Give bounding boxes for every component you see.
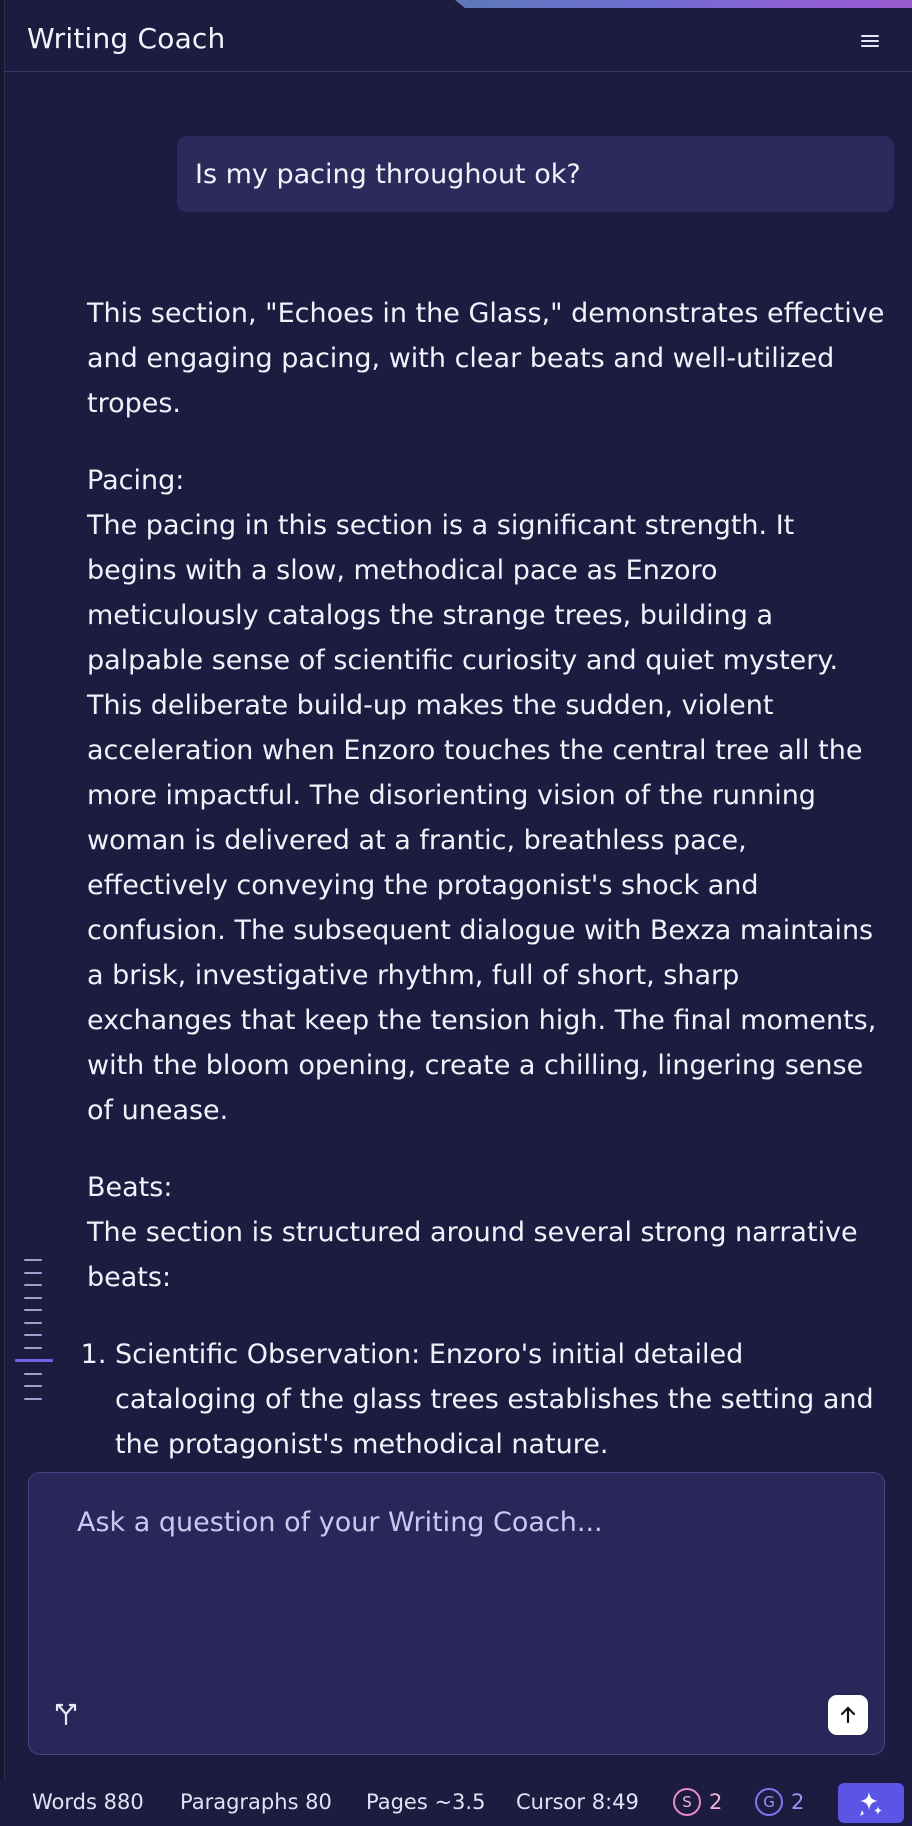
hamburger-menu-icon <box>861 32 879 50</box>
paragraph-count: Paragraphs 80 <box>180 1790 332 1814</box>
ai-assist-button[interactable] <box>838 1783 904 1823</box>
send-button[interactable] <box>828 1695 868 1735</box>
scroll-mark[interactable] <box>24 1373 42 1375</box>
spelling-icon: S <box>673 1788 701 1816</box>
beats-section <box>87 1165 887 1300</box>
list-item: 1. Scientific Observation: Enzoro's initial detailed cataloging of the glass trees establishes the setting and the protagonist's methodical nature. <box>115 1332 887 1467</box>
spelling-badge[interactable] <box>673 1788 722 1816</box>
grammar-badge[interactable] <box>755 1788 804 1816</box>
chat-scroll-area[interactable] <box>5 73 912 1460</box>
scroll-mark[interactable] <box>24 1259 42 1261</box>
scroll-mark[interactable] <box>24 1272 42 1274</box>
beats-heading: Beats: <box>87 1172 173 1203</box>
scroll-mark[interactable] <box>24 1347 42 1349</box>
message-scroll-navigator[interactable] <box>15 1259 53 1410</box>
word-count: Words 880 <box>32 1790 144 1814</box>
pacing-heading: Pacing: <box>87 465 185 496</box>
scroll-mark[interactable] <box>24 1398 42 1400</box>
scroll-mark[interactable] <box>24 1385 42 1387</box>
scroll-mark[interactable] <box>24 1322 42 1324</box>
assistant-message <box>87 291 887 1512</box>
cursor-position: Cursor 8:49 <box>516 1790 639 1814</box>
grammar-count: 2 <box>791 1790 805 1814</box>
pacing-section <box>87 458 887 1133</box>
spelling-count: 2 <box>709 1790 723 1814</box>
scroll-mark[interactable] <box>24 1297 42 1299</box>
composer <box>28 1472 885 1755</box>
assistant-intro: This section, "Echoes in the Glass," demonstrates effective and engaging pacing, with clear beats and well-utilized tropes. <box>87 298 885 419</box>
branch-icon[interactable] <box>53 1701 79 1727</box>
sparkle-icon <box>856 1788 886 1818</box>
grammar-icon: G <box>755 1788 783 1816</box>
user-message-bubble <box>177 136 894 212</box>
top-accent-bar <box>455 0 912 8</box>
pacing-body: The pacing in this section is a significant strength. It begins with a slow, methodical pace as Enzoro meticulously catalogs the strange trees, building a palpable sense of scientific curiosity and quiet mystery. This deliberate build-up makes the sudden, violent acceleration when Enzoro touches the central tree all the more impactful. The disorienting vision of the running woman is delivered at a frantic, breathless pace, effectively conveying the protagonist's shock and confusion. The subsequent dialogue with Bexza maintains a brisk, investigative rhythm, full of short, sharp exchanges that keep the tension high. The final moments, with the bloom opening, create a chilling, lingering sense of unease. <box>87 510 877 1126</box>
status-bar <box>0 1780 912 1826</box>
menu-button[interactable] <box>858 30 882 52</box>
scroll-mark[interactable] <box>24 1334 42 1336</box>
scroll-mark[interactable] <box>24 1284 42 1286</box>
page-title: Writing Coach <box>27 22 226 55</box>
beats-body: The section is structured around several strong narrative beats: <box>87 1217 858 1293</box>
scroll-mark-active[interactable] <box>15 1359 53 1362</box>
page-count: Pages ~3.5 <box>366 1790 486 1814</box>
arrow-up-icon <box>838 1705 858 1725</box>
user-message-text: Is my pacing throughout ok? <box>195 158 581 190</box>
header <box>5 8 912 72</box>
question-input[interactable] <box>77 1507 837 1627</box>
scroll-mark[interactable] <box>24 1309 42 1311</box>
